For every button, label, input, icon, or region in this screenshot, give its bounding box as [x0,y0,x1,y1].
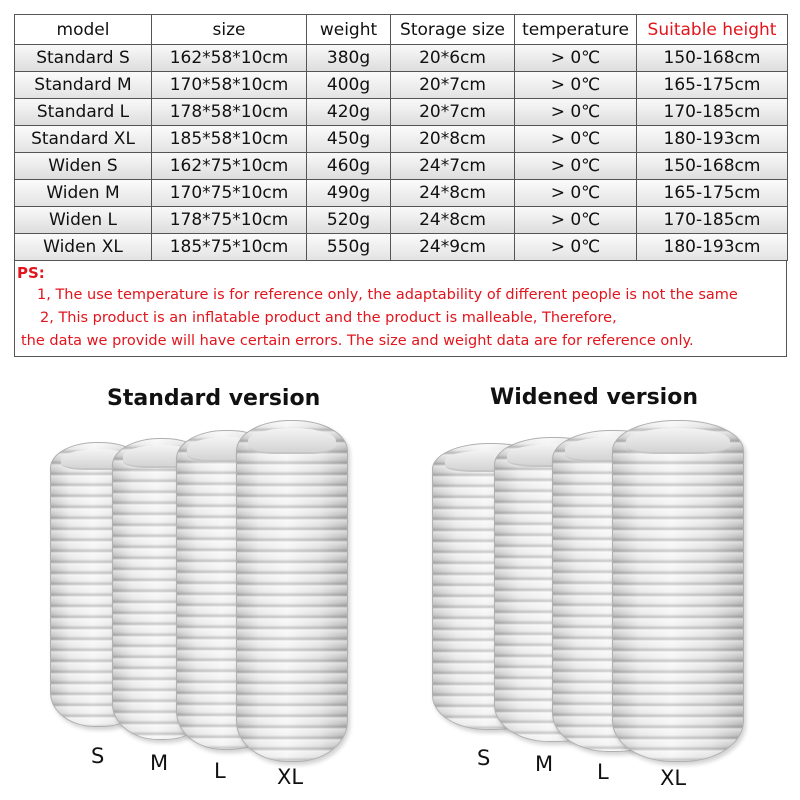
cell-storage-size: 20*6cm [391,45,515,72]
cell-model: Standard L [15,99,152,126]
standard-mats-image [50,420,370,765]
cell-suitable-height: 170-185cm [637,207,788,234]
header-model: model [15,15,152,45]
table-header-row [15,15,788,45]
cell-suitable-height: 165-175cm [637,72,788,99]
cell-storage-size: 20*7cm [391,72,515,99]
cell-temperature: > 0℃ [515,45,637,72]
cell-model: Standard M [15,72,152,99]
cell-weight: 460g [307,153,391,180]
cell-suitable-height: 150-168cm [637,153,788,180]
table-row [15,234,788,261]
table-row [15,207,788,234]
note-line-3: the data we provide will have certain errors. The size and weight data are for reference only. [21,333,694,349]
table-row [15,126,788,153]
cell-storage-size: 24*8cm [391,207,515,234]
widened-version-title: Widened version [490,385,698,410]
cell-size: 170*58*10cm [152,72,307,99]
widened-mat-xl [612,420,744,762]
header-weight: weight [307,15,391,45]
cell-model: Widen S [15,153,152,180]
notes-box [14,261,787,357]
cell-temperature: > 0℃ [515,126,637,153]
standard-mat-xl [236,420,348,762]
spec-table-container [14,14,787,357]
cell-suitable-height: 150-168cm [637,45,788,72]
cell-size: 178*75*10cm [152,207,307,234]
table-row [15,72,788,99]
cell-suitable-height: 170-185cm [637,99,788,126]
cell-storage-size: 20*7cm [391,99,515,126]
cell-size: 178*58*10cm [152,99,307,126]
cell-temperature: > 0℃ [515,207,637,234]
cell-weight: 420g [307,99,391,126]
cell-size: 185*75*10cm [152,234,307,261]
header-size: size [152,15,307,45]
cell-temperature: > 0℃ [515,153,637,180]
standard-size-label-l: L [214,759,226,783]
cell-model: Standard S [15,45,152,72]
widened-mats-image [432,420,752,765]
cell-suitable-height: 180-193cm [637,234,788,261]
cell-size: 170*75*10cm [152,180,307,207]
cell-weight: 490g [307,180,391,207]
cell-model: Widen M [15,180,152,207]
cell-suitable-height: 165-175cm [637,180,788,207]
table-row [15,153,788,180]
cell-suitable-height: 180-193cm [637,126,788,153]
widened-size-label-l: L [597,760,609,784]
cell-storage-size: 20*8cm [391,126,515,153]
widened-size-label-s: S [477,746,491,770]
cell-temperature: > 0℃ [515,180,637,207]
cell-model: Widen L [15,207,152,234]
spec-table [14,14,788,261]
cell-model: Standard XL [15,126,152,153]
widened-size-label-m: M [535,752,554,776]
cell-weight: 380g [307,45,391,72]
notes-label: PS: [17,264,45,282]
cell-weight: 450g [307,126,391,153]
cell-storage-size: 24*9cm [391,234,515,261]
cell-size: 185*58*10cm [152,126,307,153]
cell-storage-size: 24*8cm [391,180,515,207]
cell-size: 162*75*10cm [152,153,307,180]
header-storage-size: Storage size [391,15,515,45]
header-suitable-height: Suitable height [637,15,788,45]
table-row [15,99,788,126]
cell-model: Widen XL [15,234,152,261]
table-row [15,45,788,72]
cell-temperature: > 0℃ [515,234,637,261]
cell-weight: 400g [307,72,391,99]
header-temperature: temperature [515,15,637,45]
table-row [15,180,788,207]
cell-temperature: > 0℃ [515,99,637,126]
note-line-1: 1, The use temperature is for reference only, the adaptability of different people is not the same [37,287,738,303]
widened-size-label-xl: XL [660,766,687,790]
cell-size: 162*58*10cm [152,45,307,72]
cell-temperature: > 0℃ [515,72,637,99]
cell-weight: 550g [307,234,391,261]
note-line-2: 2, This product is an inflatable product and the product is malleable, Therefore, [40,310,617,326]
standard-version-title: Standard version [107,386,321,411]
cell-storage-size: 24*7cm [391,153,515,180]
standard-size-label-m: M [150,751,169,775]
cell-weight: 520g [307,207,391,234]
standard-size-label-s: S [91,744,105,768]
standard-size-label-xl: XL [277,765,304,789]
